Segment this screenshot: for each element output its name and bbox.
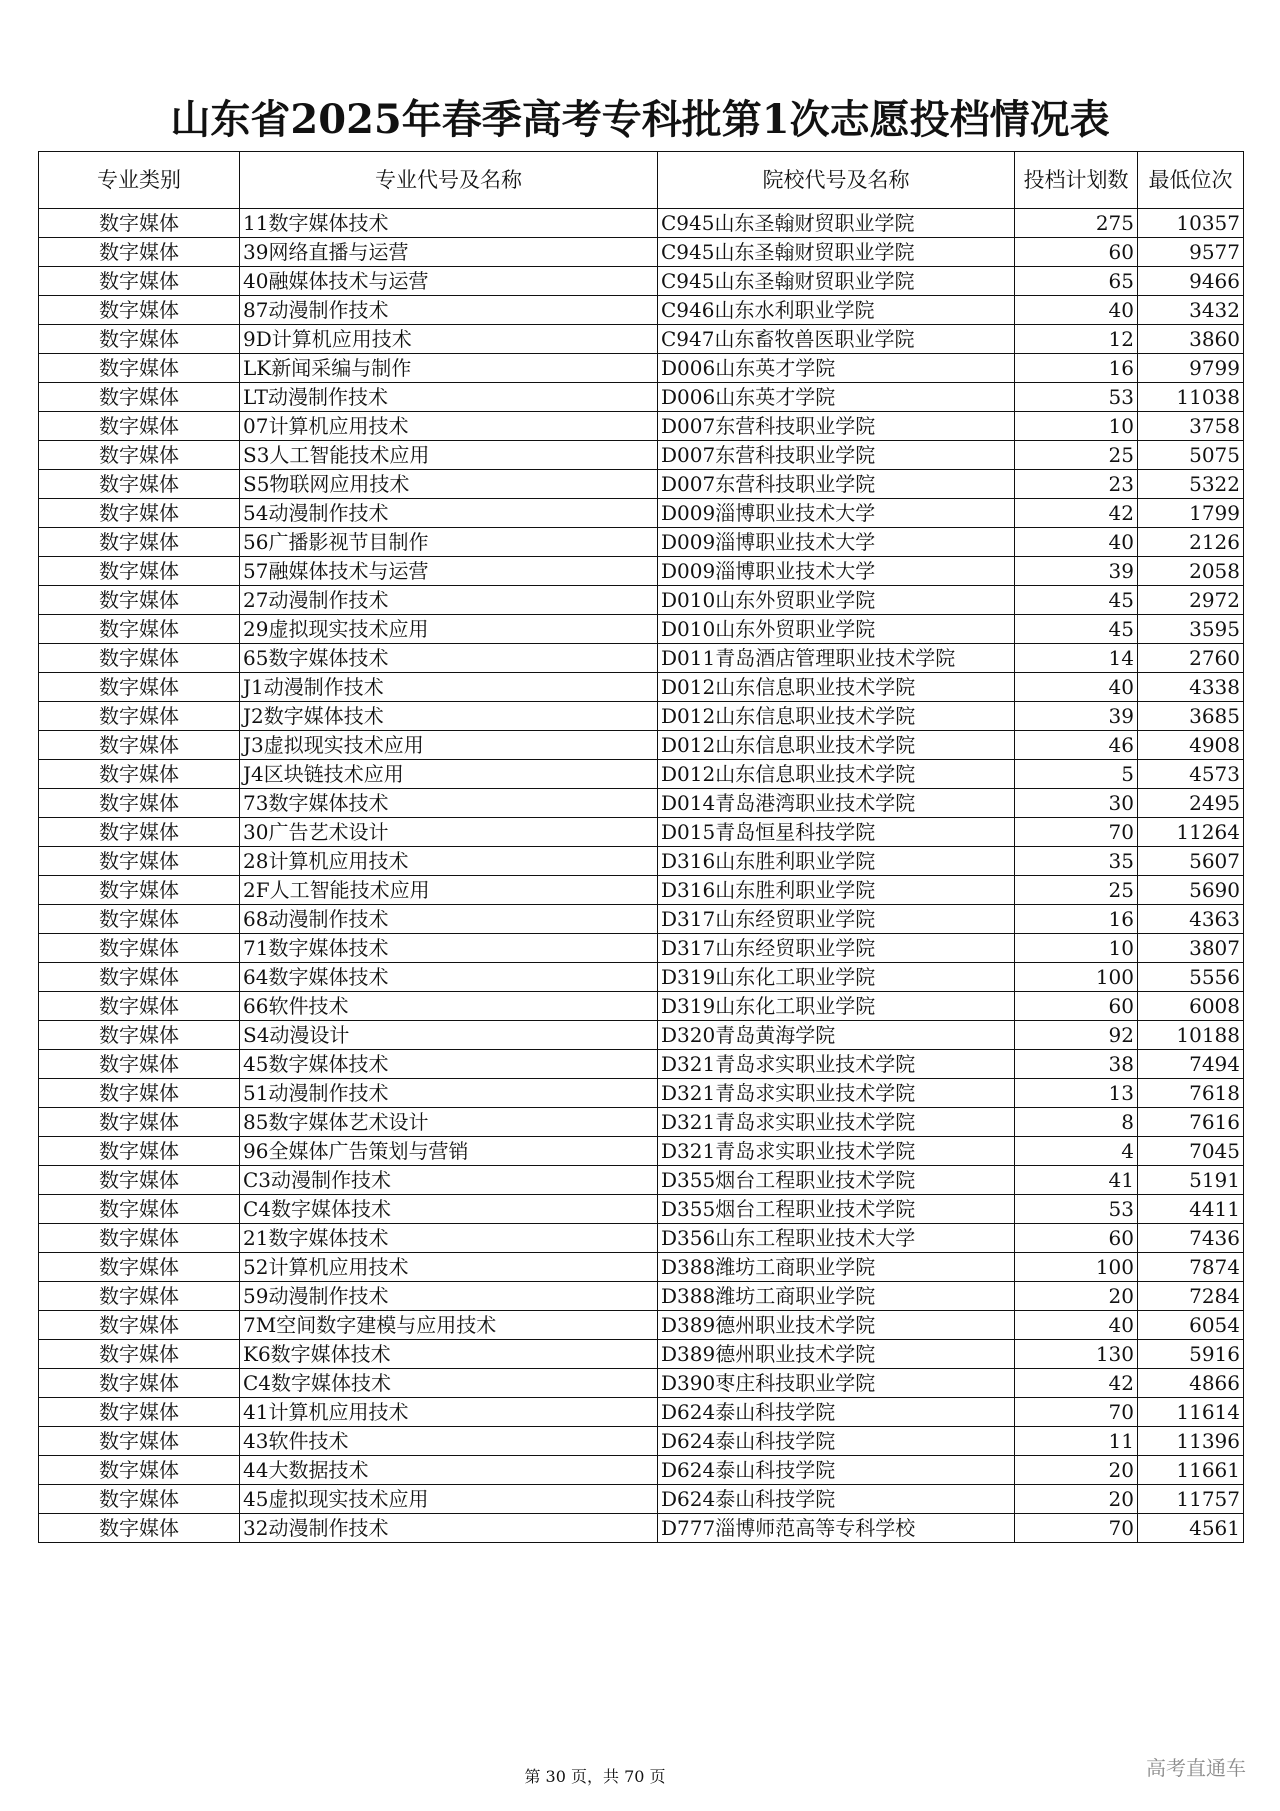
category-cell: 数字媒体	[39, 412, 240, 441]
plan-count-cell: 92	[1015, 1021, 1138, 1050]
min-rank-cell: 3860	[1138, 325, 1244, 354]
major-cell: 59动漫制作技术	[240, 1282, 658, 1311]
table-row	[39, 1195, 1244, 1224]
category-cell: 数字媒体	[39, 470, 240, 499]
category-cell: 数字媒体	[39, 1195, 240, 1224]
major-cell: 45数字媒体技术	[240, 1050, 658, 1079]
min-rank-cell: 9466	[1138, 267, 1244, 296]
table-row	[39, 702, 1244, 731]
table-row	[39, 1427, 1244, 1456]
school-cell: C946山东水利职业学院	[658, 296, 1015, 325]
major-cell: 96全媒体广告策划与营销	[240, 1137, 658, 1166]
school-cell: D010山东外贸职业学院	[658, 615, 1015, 644]
min-rank-cell: 5607	[1138, 847, 1244, 876]
page-title: 山东省2025年春季高考专科批第1次志愿投档情况表	[170, 96, 1110, 143]
plan-count-cell: 40	[1015, 296, 1138, 325]
major-cell: 71数字媒体技术	[240, 934, 658, 963]
plan-count-cell: 4	[1015, 1137, 1138, 1166]
category-cell: 数字媒体	[39, 992, 240, 1021]
major-cell: 87动漫制作技术	[240, 296, 658, 325]
category-cell: 数字媒体	[39, 934, 240, 963]
category-cell: 数字媒体	[39, 1456, 240, 1485]
min-rank-cell: 7874	[1138, 1253, 1244, 1282]
table-row	[39, 441, 1244, 470]
plan-count-cell: 100	[1015, 1253, 1138, 1282]
table-row	[39, 644, 1244, 673]
min-rank-cell: 7494	[1138, 1050, 1244, 1079]
table-row	[39, 296, 1244, 325]
major-cell: 85数字媒体艺术设计	[240, 1108, 658, 1137]
school-cell: D007东营科技职业学院	[658, 470, 1015, 499]
major-cell: 51动漫制作技术	[240, 1079, 658, 1108]
school-cell: D389德州职业技术学院	[658, 1311, 1015, 1340]
major-cell: 21数字媒体技术	[240, 1224, 658, 1253]
school-cell: D014青岛港湾职业技术学院	[658, 789, 1015, 818]
min-rank-cell: 4561	[1138, 1514, 1244, 1543]
category-cell: 数字媒体	[39, 441, 240, 470]
category-cell: 数字媒体	[39, 847, 240, 876]
major-cell: 56广播影视节目制作	[240, 528, 658, 557]
major-cell: J2数字媒体技术	[240, 702, 658, 731]
category-cell: 数字媒体	[39, 325, 240, 354]
min-rank-cell: 4908	[1138, 731, 1244, 760]
major-cell: S3人工智能技术应用	[240, 441, 658, 470]
major-cell: 9D计算机应用技术	[240, 325, 658, 354]
header-category: 专业类别	[39, 152, 240, 209]
header-major: 专业代号及名称	[240, 152, 658, 209]
plan-count-cell: 275	[1015, 209, 1138, 238]
min-rank-cell: 11038	[1138, 383, 1244, 412]
category-cell: 数字媒体	[39, 1021, 240, 1050]
min-rank-cell: 4338	[1138, 673, 1244, 702]
major-cell: 73数字媒体技术	[240, 789, 658, 818]
plan-count-cell: 35	[1015, 847, 1138, 876]
category-cell: 数字媒体	[39, 1398, 240, 1427]
plan-count-cell: 60	[1015, 238, 1138, 267]
category-cell: 数字媒体	[39, 760, 240, 789]
plan-count-cell: 10	[1015, 412, 1138, 441]
table-row	[39, 1166, 1244, 1195]
header-school: 院校代号及名称	[658, 152, 1015, 209]
school-cell: D009淄博职业技术大学	[658, 499, 1015, 528]
min-rank-cell: 2495	[1138, 789, 1244, 818]
major-cell: 07计算机应用技术	[240, 412, 658, 441]
table-row	[39, 731, 1244, 760]
school-cell: D624泰山科技学院	[658, 1427, 1015, 1456]
table-row	[39, 760, 1244, 789]
min-rank-cell: 3595	[1138, 615, 1244, 644]
major-cell: C4数字媒体技术	[240, 1369, 658, 1398]
category-cell: 数字媒体	[39, 1050, 240, 1079]
min-rank-cell: 11614	[1138, 1398, 1244, 1427]
school-cell: D007东营科技职业学院	[658, 441, 1015, 470]
category-cell: 数字媒体	[39, 1166, 240, 1195]
table-row	[39, 1253, 1244, 1282]
plan-count-cell: 12	[1015, 325, 1138, 354]
school-cell: D316山东胜利职业学院	[658, 876, 1015, 905]
plan-count-cell: 53	[1015, 1195, 1138, 1224]
category-cell: 数字媒体	[39, 383, 240, 412]
table-row	[39, 673, 1244, 702]
category-cell: 数字媒体	[39, 789, 240, 818]
plan-count-cell: 20	[1015, 1485, 1138, 1514]
min-rank-cell: 9799	[1138, 354, 1244, 383]
min-rank-cell: 4411	[1138, 1195, 1244, 1224]
table-row	[39, 847, 1244, 876]
school-cell: D317山东经贸职业学院	[658, 905, 1015, 934]
min-rank-cell: 3758	[1138, 412, 1244, 441]
category-cell: 数字媒体	[39, 1137, 240, 1166]
category-cell: 数字媒体	[39, 615, 240, 644]
plan-count-cell: 70	[1015, 1514, 1138, 1543]
school-cell: D321青岛求实职业技术学院	[658, 1079, 1015, 1108]
table-row	[39, 586, 1244, 615]
min-rank-cell: 3432	[1138, 296, 1244, 325]
plan-count-cell: 14	[1015, 644, 1138, 673]
min-rank-cell: 4573	[1138, 760, 1244, 789]
major-cell: 52计算机应用技术	[240, 1253, 658, 1282]
major-cell: 54动漫制作技术	[240, 499, 658, 528]
category-cell: 数字媒体	[39, 1108, 240, 1137]
category-cell: 数字媒体	[39, 818, 240, 847]
school-cell: D010山东外贸职业学院	[658, 586, 1015, 615]
plan-count-cell: 45	[1015, 615, 1138, 644]
category-cell: 数字媒体	[39, 1311, 240, 1340]
table-row	[39, 1224, 1244, 1253]
table-row	[39, 1340, 1244, 1369]
plan-count-cell: 45	[1015, 586, 1138, 615]
min-rank-cell: 9577	[1138, 238, 1244, 267]
min-rank-cell: 6008	[1138, 992, 1244, 1021]
school-cell: D011青岛酒店管理职业技术学院	[658, 644, 1015, 673]
school-cell: D624泰山科技学院	[658, 1456, 1015, 1485]
category-cell: 数字媒体	[39, 1224, 240, 1253]
school-cell: D015青岛恒星科技学院	[658, 818, 1015, 847]
school-cell: D012山东信息职业技术学院	[658, 673, 1015, 702]
plan-count-cell: 39	[1015, 702, 1138, 731]
table-row	[39, 1456, 1244, 1485]
school-cell: D321青岛求实职业技术学院	[658, 1137, 1015, 1166]
school-cell: D317山东经贸职业学院	[658, 934, 1015, 963]
school-cell: D777淄博师范高等专科学校	[658, 1514, 1015, 1543]
table-row	[39, 789, 1244, 818]
plan-count-cell: 13	[1015, 1079, 1138, 1108]
category-cell: 数字媒体	[39, 586, 240, 615]
school-cell: D006山东英才学院	[658, 383, 1015, 412]
min-rank-cell: 4866	[1138, 1369, 1244, 1398]
major-cell: LT动漫制作技术	[240, 383, 658, 412]
major-cell: 64数字媒体技术	[240, 963, 658, 992]
min-rank-cell: 11396	[1138, 1427, 1244, 1456]
table-row	[39, 963, 1244, 992]
school-cell: D356山东工程职业技术大学	[658, 1224, 1015, 1253]
school-cell: D388潍坊工商职业学院	[658, 1282, 1015, 1311]
school-cell: D006山东英才学院	[658, 354, 1015, 383]
table-row	[39, 528, 1244, 557]
plan-count-cell: 39	[1015, 557, 1138, 586]
plan-count-cell: 10	[1015, 934, 1138, 963]
table-row	[39, 1369, 1244, 1398]
major-cell: 65数字媒体技术	[240, 644, 658, 673]
school-cell: D320青岛黄海学院	[658, 1021, 1015, 1050]
school-cell: D316山东胜利职业学院	[658, 847, 1015, 876]
min-rank-cell: 6054	[1138, 1311, 1244, 1340]
category-cell: 数字媒体	[39, 963, 240, 992]
plan-count-cell: 100	[1015, 963, 1138, 992]
major-cell: C3动漫制作技术	[240, 1166, 658, 1195]
school-cell: D355烟台工程职业技术学院	[658, 1166, 1015, 1195]
category-cell: 数字媒体	[39, 209, 240, 238]
major-cell: J3虚拟现实技术应用	[240, 731, 658, 760]
category-cell: 数字媒体	[39, 702, 240, 731]
category-cell: 数字媒体	[39, 876, 240, 905]
category-cell: 数字媒体	[39, 1514, 240, 1543]
min-rank-cell: 10357	[1138, 209, 1244, 238]
plan-count-cell: 25	[1015, 876, 1138, 905]
table-row	[39, 818, 1244, 847]
major-cell: 7M空间数字建模与应用技术	[240, 1311, 658, 1340]
min-rank-cell: 10188	[1138, 1021, 1244, 1050]
major-cell: 2F人工智能技术应用	[240, 876, 658, 905]
plan-count-cell: 16	[1015, 905, 1138, 934]
category-cell: 数字媒体	[39, 528, 240, 557]
category-cell: 数字媒体	[39, 267, 240, 296]
min-rank-cell: 7616	[1138, 1108, 1244, 1137]
table-row	[39, 470, 1244, 499]
school-cell: D355烟台工程职业技术学院	[658, 1195, 1015, 1224]
major-cell: 41计算机应用技术	[240, 1398, 658, 1427]
category-cell: 数字媒体	[39, 644, 240, 673]
plan-count-cell: 130	[1015, 1340, 1138, 1369]
plan-count-cell: 60	[1015, 992, 1138, 1021]
major-cell: 43软件技术	[240, 1427, 658, 1456]
min-rank-cell: 7284	[1138, 1282, 1244, 1311]
page-number: 第 30 页，共 70 页	[524, 1767, 666, 1786]
major-cell: 45虚拟现实技术应用	[240, 1485, 658, 1514]
min-rank-cell: 5556	[1138, 963, 1244, 992]
plan-count-cell: 42	[1015, 499, 1138, 528]
category-cell: 数字媒体	[39, 1485, 240, 1514]
table-row	[39, 267, 1244, 296]
min-rank-cell: 11264	[1138, 818, 1244, 847]
table-row	[39, 383, 1244, 412]
school-cell: C947山东畜牧兽医职业学院	[658, 325, 1015, 354]
major-cell: K6数字媒体技术	[240, 1340, 658, 1369]
category-cell: 数字媒体	[39, 1340, 240, 1369]
table-row	[39, 1398, 1244, 1427]
school-cell: D624泰山科技学院	[658, 1398, 1015, 1427]
major-cell: 28计算机应用技术	[240, 847, 658, 876]
plan-count-cell: 11	[1015, 1427, 1138, 1456]
min-rank-cell: 4363	[1138, 905, 1244, 934]
min-rank-cell: 7045	[1138, 1137, 1244, 1166]
major-cell: C4数字媒体技术	[240, 1195, 658, 1224]
min-rank-cell: 3807	[1138, 934, 1244, 963]
major-cell: 68动漫制作技术	[240, 905, 658, 934]
major-cell: 57融媒体技术与运营	[240, 557, 658, 586]
category-cell: 数字媒体	[39, 673, 240, 702]
plan-count-cell: 25	[1015, 441, 1138, 470]
plan-count-cell: 65	[1015, 267, 1138, 296]
table-row	[39, 905, 1244, 934]
major-cell: 11数字媒体技术	[240, 209, 658, 238]
major-cell: S5物联网应用技术	[240, 470, 658, 499]
min-rank-cell: 2972	[1138, 586, 1244, 615]
category-cell: 数字媒体	[39, 731, 240, 760]
major-cell: 40融媒体技术与运营	[240, 267, 658, 296]
category-cell: 数字媒体	[39, 499, 240, 528]
school-cell: D012山东信息职业技术学院	[658, 702, 1015, 731]
min-rank-cell: 5690	[1138, 876, 1244, 905]
school-cell: D012山东信息职业技术学院	[658, 731, 1015, 760]
school-cell: D007东营科技职业学院	[658, 412, 1015, 441]
min-rank-cell: 5075	[1138, 441, 1244, 470]
category-cell: 数字媒体	[39, 238, 240, 267]
category-cell: 数字媒体	[39, 557, 240, 586]
table-row	[39, 1050, 1244, 1079]
category-cell: 数字媒体	[39, 296, 240, 325]
plan-count-cell: 70	[1015, 818, 1138, 847]
major-cell: 44大数据技术	[240, 1456, 658, 1485]
plan-count-cell: 46	[1015, 731, 1138, 760]
header-min-rank: 最低位次	[1138, 152, 1244, 209]
major-cell: 32动漫制作技术	[240, 1514, 658, 1543]
table-row	[39, 1282, 1244, 1311]
min-rank-cell: 5191	[1138, 1166, 1244, 1195]
plan-count-cell: 42	[1015, 1369, 1138, 1398]
min-rank-cell: 7436	[1138, 1224, 1244, 1253]
category-cell: 数字媒体	[39, 1079, 240, 1108]
min-rank-cell: 1799	[1138, 499, 1244, 528]
table-row	[39, 1108, 1244, 1137]
table-row	[39, 1311, 1244, 1340]
plan-count-cell: 20	[1015, 1456, 1138, 1485]
watermark: 高考直通车	[1146, 1756, 1246, 1780]
school-cell: C945山东圣翰财贸职业学院	[658, 267, 1015, 296]
plan-count-cell: 38	[1015, 1050, 1138, 1079]
min-rank-cell: 5322	[1138, 470, 1244, 499]
table-row	[39, 499, 1244, 528]
school-cell: D319山东化工职业学院	[658, 963, 1015, 992]
table-row	[39, 1021, 1244, 1050]
min-rank-cell: 2126	[1138, 528, 1244, 557]
category-cell: 数字媒体	[39, 1369, 240, 1398]
school-cell: D321青岛求实职业技术学院	[658, 1050, 1015, 1079]
school-cell: D624泰山科技学院	[658, 1485, 1015, 1514]
major-cell: 39网络直播与运营	[240, 238, 658, 267]
school-cell: D388潍坊工商职业学院	[658, 1253, 1015, 1282]
school-cell: D012山东信息职业技术学院	[658, 760, 1015, 789]
table-row	[39, 1079, 1244, 1108]
plan-count-cell: 40	[1015, 1311, 1138, 1340]
table-row	[39, 325, 1244, 354]
plan-count-cell: 53	[1015, 383, 1138, 412]
plan-count-cell: 8	[1015, 1108, 1138, 1137]
min-rank-cell: 3685	[1138, 702, 1244, 731]
table-row	[39, 209, 1244, 238]
min-rank-cell: 2058	[1138, 557, 1244, 586]
table-header-row	[39, 152, 1244, 209]
table-row	[39, 412, 1244, 441]
school-cell: D321青岛求实职业技术学院	[658, 1108, 1015, 1137]
header-plan-label: 投档计划数	[1023, 168, 1129, 192]
table-row	[39, 1485, 1244, 1514]
category-cell: 数字媒体	[39, 1282, 240, 1311]
plan-count-cell: 60	[1015, 1224, 1138, 1253]
major-cell: 29虚拟现实技术应用	[240, 615, 658, 644]
school-cell: D390枣庄科技职业学院	[658, 1369, 1015, 1398]
school-cell: D319山东化工职业学院	[658, 992, 1015, 1021]
table-row	[39, 238, 1244, 267]
min-rank-cell: 7618	[1138, 1079, 1244, 1108]
table-row	[39, 934, 1244, 963]
school-cell: D389德州职业技术学院	[658, 1340, 1015, 1369]
min-rank-cell: 5916	[1138, 1340, 1244, 1369]
category-cell: 数字媒体	[39, 354, 240, 383]
school-cell: D009淄博职业技术大学	[658, 557, 1015, 586]
category-cell: 数字媒体	[39, 905, 240, 934]
plan-count-cell: 70	[1015, 1398, 1138, 1427]
table-row	[39, 354, 1244, 383]
plan-count-cell: 41	[1015, 1166, 1138, 1195]
plan-count-cell: 20	[1015, 1282, 1138, 1311]
major-cell: 66软件技术	[240, 992, 658, 1021]
category-cell: 数字媒体	[39, 1427, 240, 1456]
header-plan	[1015, 152, 1138, 209]
admission-table	[38, 151, 1244, 1543]
school-cell: D009淄博职业技术大学	[658, 528, 1015, 557]
major-cell: LK新闻采编与制作	[240, 354, 658, 383]
plan-count-cell: 40	[1015, 528, 1138, 557]
plan-count-cell: 16	[1015, 354, 1138, 383]
table-row	[39, 1137, 1244, 1166]
table-row	[39, 992, 1244, 1021]
major-cell: J4区块链技术应用	[240, 760, 658, 789]
category-cell: 数字媒体	[39, 1253, 240, 1282]
plan-count-cell: 5	[1015, 760, 1138, 789]
school-cell: C945山东圣翰财贸职业学院	[658, 209, 1015, 238]
plan-count-cell: 30	[1015, 789, 1138, 818]
table-row	[39, 1514, 1244, 1543]
min-rank-cell: 11661	[1138, 1456, 1244, 1485]
min-rank-cell: 2760	[1138, 644, 1244, 673]
major-cell: 27动漫制作技术	[240, 586, 658, 615]
table-row	[39, 876, 1244, 905]
major-cell: J1动漫制作技术	[240, 673, 658, 702]
school-cell: C945山东圣翰财贸职业学院	[658, 238, 1015, 267]
min-rank-cell: 11757	[1138, 1485, 1244, 1514]
major-cell: 30广告艺术设计	[240, 818, 658, 847]
plan-count-cell: 23	[1015, 470, 1138, 499]
table-row	[39, 557, 1244, 586]
plan-count-cell: 40	[1015, 673, 1138, 702]
table-row	[39, 615, 1244, 644]
major-cell: S4动漫设计	[240, 1021, 658, 1050]
